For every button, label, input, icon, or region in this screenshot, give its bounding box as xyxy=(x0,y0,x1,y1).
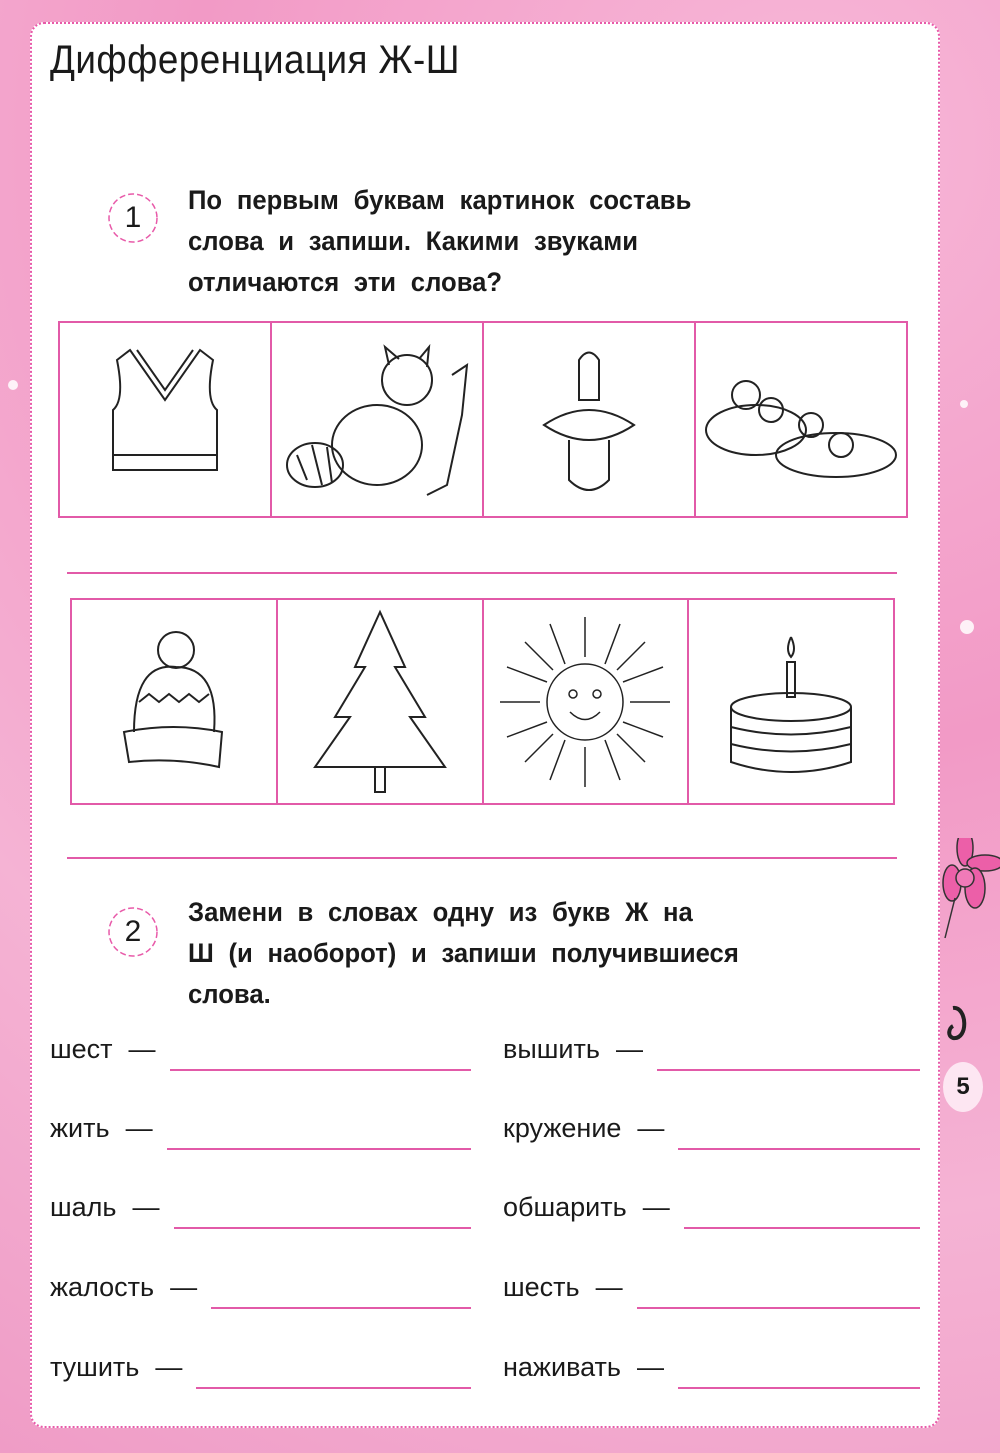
vest-icon xyxy=(95,340,235,500)
dash: — xyxy=(637,1113,665,1143)
word: шесть xyxy=(503,1272,580,1302)
exercise-number: 1 xyxy=(124,201,142,234)
exercise-1-text xyxy=(188,180,691,303)
dash: — xyxy=(642,1192,670,1222)
word: вышить xyxy=(503,1034,600,1064)
picture-cell xyxy=(272,323,484,516)
answer-line[interactable] xyxy=(67,857,897,859)
dash: — xyxy=(636,1352,664,1382)
sun-icon xyxy=(495,612,675,792)
dash: — xyxy=(170,1272,198,1302)
exercise-2-badge xyxy=(106,905,160,959)
hat-icon xyxy=(114,622,234,782)
word-row xyxy=(50,1272,471,1303)
word-row xyxy=(503,1192,920,1223)
exercise-1-badge xyxy=(106,191,160,245)
answer-line[interactable] xyxy=(170,1069,471,1071)
picture-cell xyxy=(484,323,696,516)
word: жить xyxy=(50,1113,110,1143)
page-title: Дифференциация Ж-Ш xyxy=(50,38,460,82)
word-row xyxy=(50,1352,471,1383)
answer-line[interactable] xyxy=(167,1148,471,1150)
word: наживать xyxy=(503,1352,621,1382)
word-row xyxy=(503,1352,920,1383)
decor-dot xyxy=(8,380,18,390)
word: шаль xyxy=(50,1192,117,1222)
dash: — xyxy=(595,1272,623,1302)
answer-line[interactable] xyxy=(196,1387,471,1389)
answer-line[interactable] xyxy=(678,1387,920,1389)
page-number: 5 xyxy=(943,1062,983,1112)
picture-cell xyxy=(689,600,893,803)
word-row xyxy=(50,1192,471,1223)
word: тушить xyxy=(50,1352,140,1382)
picture-row-2 xyxy=(70,598,895,805)
task-line: слова и запиши. Какими звуками xyxy=(188,226,639,256)
pacifier-icon xyxy=(534,340,644,500)
decor-dot xyxy=(960,400,968,408)
answer-line[interactable] xyxy=(174,1227,472,1229)
exercise-2-text xyxy=(188,892,739,1015)
answer-line[interactable] xyxy=(67,572,897,574)
dash: — xyxy=(615,1034,643,1064)
task-line: По первым буквам картинок составь xyxy=(188,185,692,215)
answer-line[interactable] xyxy=(211,1307,471,1309)
answer-line[interactable] xyxy=(637,1307,920,1309)
raccoon-icon xyxy=(277,335,477,505)
decor-dot xyxy=(960,620,974,634)
task-line: Ш (и наоборот) и запиши получившиеся xyxy=(188,938,739,968)
word: шест xyxy=(50,1034,113,1064)
word-row xyxy=(50,1034,471,1065)
answer-line[interactable] xyxy=(678,1148,920,1150)
dash: — xyxy=(125,1113,153,1143)
answer-line[interactable] xyxy=(657,1069,920,1071)
fir-tree-icon xyxy=(295,607,465,797)
curl-icon xyxy=(945,1002,975,1046)
cake-icon xyxy=(721,622,861,782)
word: жалость xyxy=(50,1272,155,1302)
word-row xyxy=(503,1272,920,1303)
exercise-number: 2 xyxy=(124,915,142,948)
task-line: отличаются эти слова? xyxy=(188,267,503,297)
task-line: слова. xyxy=(188,979,271,1009)
slippers-icon xyxy=(701,355,901,485)
picture-row-1 xyxy=(58,321,908,518)
dash: — xyxy=(132,1192,160,1222)
dash: — xyxy=(155,1352,183,1382)
dash: — xyxy=(128,1034,156,1064)
picture-cell xyxy=(72,600,278,803)
word-row xyxy=(503,1034,920,1065)
flower-icon xyxy=(940,838,1000,948)
word: обшарить xyxy=(503,1192,627,1222)
picture-cell xyxy=(484,600,690,803)
picture-cell xyxy=(60,323,272,516)
answer-line[interactable] xyxy=(684,1227,920,1229)
word-row xyxy=(50,1113,471,1144)
word: кружение xyxy=(503,1113,622,1143)
task-line: Замени в словах одну из букв Ж на xyxy=(188,897,693,927)
picture-cell xyxy=(278,600,484,803)
word-row xyxy=(503,1113,920,1144)
picture-cell xyxy=(696,323,906,516)
